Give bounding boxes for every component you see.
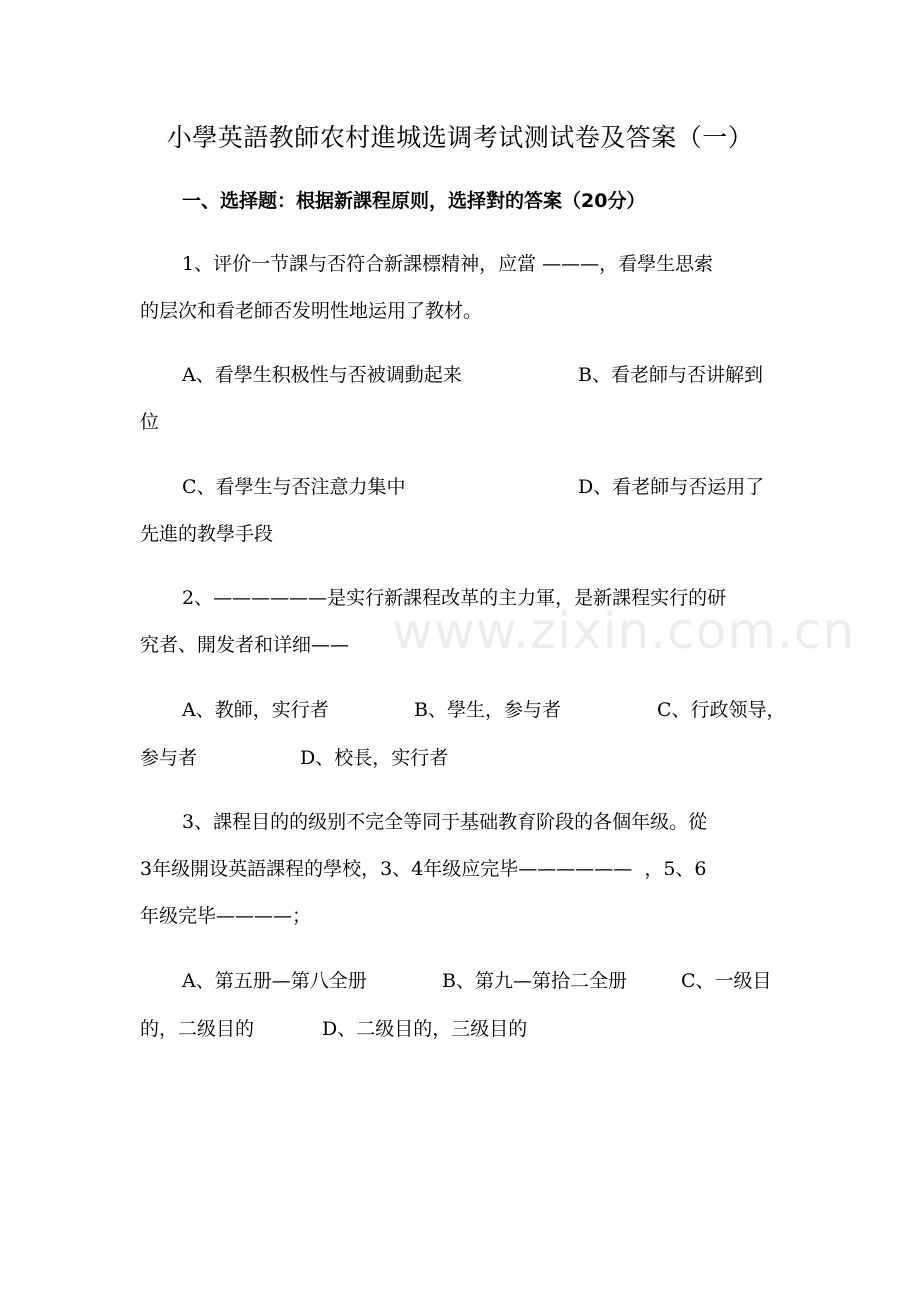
question-1-option-d: D、看老師与否运用了 bbox=[578, 476, 765, 498]
question-3-stem-line-2: 3年级開设英語課程的學校，3、4年级应完毕—————— ，5、6 bbox=[140, 858, 707, 880]
question-1-option-c: C、看學生与否注意力集中 bbox=[182, 476, 406, 498]
question-3-option-c: C、一级目 bbox=[681, 970, 772, 992]
question-1-stem-line-2: 的层次和看老師否发明性地运用了教材。 bbox=[140, 300, 483, 322]
question-2-option-c-wrap: 参与者 bbox=[140, 747, 198, 769]
section-heading: 一、选择题：根据新課程原则，选择對的答案（20分） bbox=[182, 190, 646, 212]
question-3-stem-line-1: 3、課程目的的级别不完全等同于基础教育阶段的各個年级。從 bbox=[182, 811, 708, 833]
watermark: www.zixin.com.cn bbox=[392, 602, 856, 660]
question-1-stem-line-1: 1、评价一节課与否符合新課標精神，应當 ———，看學生思索 bbox=[182, 253, 714, 275]
question-3-stem-line-3: 年级完毕————； bbox=[140, 905, 312, 927]
question-3-option-a: A、第五册—第八全册 bbox=[182, 970, 367, 992]
question-3-option-b: B、第九—第拾二全册 bbox=[442, 970, 627, 992]
question-3-option-d: D、二级目的，三级目的 bbox=[322, 1018, 528, 1040]
question-2-option-b: B、學生，参与者 bbox=[414, 699, 561, 721]
question-2-option-a: A、教師，实行者 bbox=[182, 699, 329, 721]
question-1-option-b: B、看老師与否讲解到 bbox=[578, 364, 763, 386]
question-2-option-d: D、校長，实行者 bbox=[300, 747, 449, 769]
question-2-stem-line-1: 2、——————是实行新課程改革的主力軍，是新課程实行的研 bbox=[182, 587, 727, 609]
question-1-option-d-wrap: 先進的教學手段 bbox=[140, 523, 274, 545]
question-3-option-c-wrap: 的，二级目的 bbox=[140, 1018, 255, 1040]
question-2-option-c: C、行政领导， bbox=[657, 699, 786, 721]
question-1-option-b-wrap: 位 bbox=[140, 411, 160, 433]
document-title: 小學英語教師农村進城选调考试测试卷及答案（一） bbox=[166, 123, 754, 152]
question-1-option-a: A、看學生积极性与否被调動起来 bbox=[182, 364, 462, 386]
question-2-stem-line-2: 究者、開发者和详细—— bbox=[140, 634, 350, 656]
